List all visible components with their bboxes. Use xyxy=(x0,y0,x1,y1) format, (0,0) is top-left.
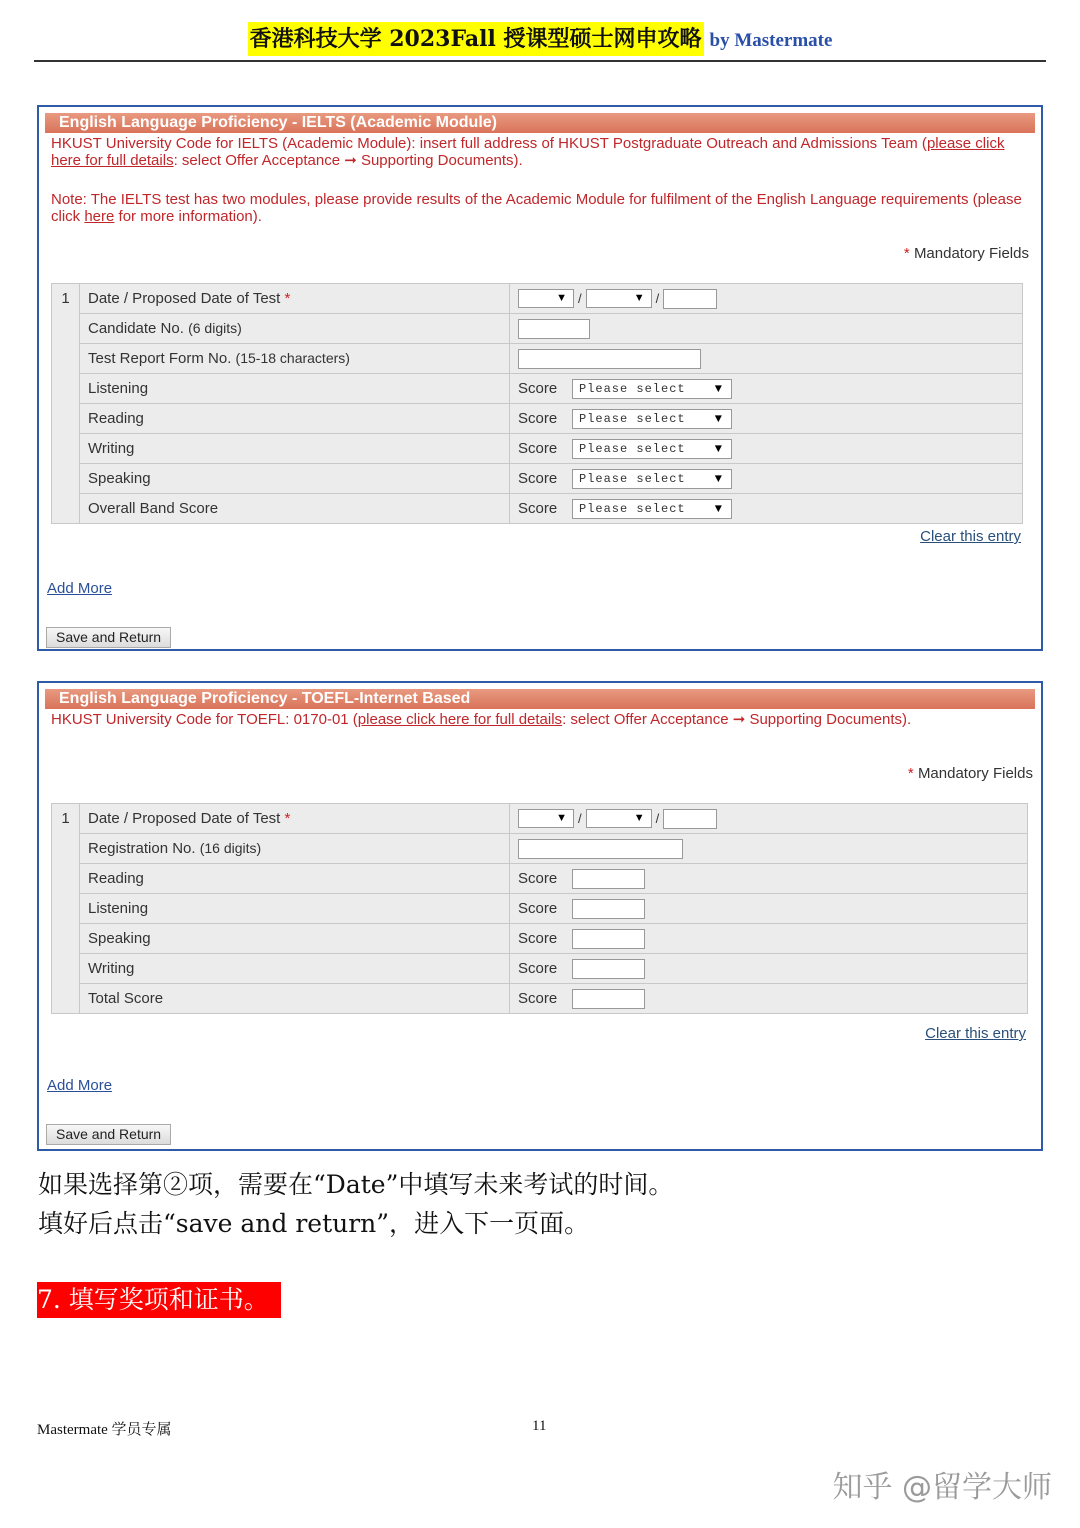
chevron-down-icon: ▼ xyxy=(714,411,723,426)
score-label: Score xyxy=(518,500,558,517)
date-label xyxy=(80,804,510,834)
date-separator: / xyxy=(655,811,660,826)
score-cell xyxy=(510,984,1028,1014)
table-row xyxy=(52,924,1028,954)
score-cell xyxy=(510,434,1023,464)
ielts-code-info xyxy=(39,133,1041,225)
ielts-panel xyxy=(37,105,1043,651)
total-score-input[interactable] xyxy=(572,989,645,1009)
ielts-note-link[interactable]: here xyxy=(84,208,115,225)
row-number: 1 xyxy=(52,284,80,524)
score-row-label: Writing xyxy=(80,434,510,464)
listening-score-input[interactable] xyxy=(572,899,645,919)
toefl-form-table xyxy=(51,803,1028,1014)
writing-score-select[interactable] xyxy=(572,439,732,459)
page-number: 11 xyxy=(532,1418,547,1434)
reading-score-input[interactable] xyxy=(572,869,645,889)
date-separator: / xyxy=(578,291,582,306)
writing-score-input[interactable] xyxy=(572,959,645,979)
registration-label-text: Registration No. xyxy=(88,840,196,857)
candidate-input[interactable] xyxy=(518,319,590,339)
year-input[interactable] xyxy=(663,809,717,829)
trf-label-text: Test Report Form No. xyxy=(88,350,232,367)
toefl-clear-entry-link[interactable]: Clear this entry xyxy=(925,1025,1026,1042)
score-label: Score xyxy=(518,990,558,1007)
chevron-down-icon: ▼ xyxy=(714,441,723,456)
toefl-panel-title: English Language Proficiency - TOEFL-Internet Based xyxy=(45,689,1035,709)
table-row xyxy=(52,984,1028,1014)
ielts-panel-title: English Language Proficiency - IELTS (Academic Module) xyxy=(45,113,1035,133)
chevron-down-icon: ▼ xyxy=(633,812,645,824)
score-label: Score xyxy=(518,440,558,457)
score-cell xyxy=(510,894,1028,924)
chevron-down-icon: ▼ xyxy=(714,381,723,396)
listening-score-select[interactable] xyxy=(572,379,732,399)
document-byline: by Mastermate xyxy=(709,30,833,51)
table-row xyxy=(52,314,1023,344)
document-title: 香港科技大学 2023Fall 授课型硕士网申攻略 xyxy=(248,22,704,56)
registration-hint: (16 digits) xyxy=(199,840,262,856)
registration-input[interactable] xyxy=(518,839,683,859)
select-placeholder: Please select xyxy=(579,471,686,486)
registration-cell xyxy=(510,834,1028,864)
table-row xyxy=(52,284,1023,314)
ielts-mandatory-note xyxy=(904,245,1029,262)
month-select[interactable] xyxy=(586,289,652,308)
day-select[interactable] xyxy=(518,289,574,308)
chevron-down-icon: ▼ xyxy=(556,812,567,824)
score-cell xyxy=(510,404,1023,434)
score-label: Score xyxy=(518,900,558,917)
section-heading: 7. 填写奖项和证书。 xyxy=(37,1282,281,1318)
score-label: Score xyxy=(518,380,558,397)
table-row xyxy=(52,404,1023,434)
month-select[interactable] xyxy=(586,809,652,828)
mandatory-label: Mandatory Fields xyxy=(917,765,1033,782)
table-row xyxy=(52,894,1028,924)
score-cell xyxy=(510,864,1028,894)
document-header xyxy=(34,22,1046,62)
toefl-mandatory-note xyxy=(908,765,1033,782)
score-row-label: Reading xyxy=(80,864,510,894)
trf-label xyxy=(80,344,510,374)
toefl-save-return-button[interactable]: Save and Return xyxy=(46,1124,171,1145)
footer-label: Mastermate 学员专属 xyxy=(37,1422,172,1438)
toefl-panel xyxy=(37,681,1043,1151)
trf-cell xyxy=(510,344,1023,374)
score-row-label: Writing xyxy=(80,954,510,984)
score-cell xyxy=(510,374,1023,404)
mandatory-label: Mandatory Fields xyxy=(913,245,1029,262)
candidate-hint: (6 digits) xyxy=(188,320,242,336)
toefl-code-prefix: HKUST University Code for TOEFL: 0170-01 ( xyxy=(51,711,358,728)
ielts-clear-entry-link[interactable]: Clear this entry xyxy=(920,528,1021,545)
score-cell xyxy=(510,924,1028,954)
score-label: Score xyxy=(518,470,558,487)
select-placeholder: Please select xyxy=(579,441,686,456)
speaking-score-input[interactable] xyxy=(572,929,645,949)
date-required-star: * xyxy=(284,290,291,307)
candidate-label xyxy=(80,314,510,344)
row-number: 1 xyxy=(52,804,80,1014)
table-row xyxy=(52,954,1028,984)
date-separator: / xyxy=(578,811,582,826)
table-row xyxy=(52,434,1023,464)
ielts-add-more-link[interactable]: Add More xyxy=(47,580,113,597)
score-row-label: Reading xyxy=(80,404,510,434)
date-inputs xyxy=(510,804,1028,834)
ielts-code-suffix: : select Offer Acceptance ➞ Supporting Documents). xyxy=(173,152,523,169)
chevron-down-icon: ▼ xyxy=(556,292,567,304)
reading-score-select[interactable] xyxy=(572,409,732,429)
ielts-details-link[interactable]: please click here for full details xyxy=(51,135,1005,169)
ielts-note-suffix: for more information). xyxy=(114,208,262,225)
score-row-label: Total Score xyxy=(80,984,510,1014)
table-row xyxy=(52,834,1028,864)
table-row xyxy=(52,464,1023,494)
chevron-down-icon: ▼ xyxy=(714,471,723,486)
candidate-label-text: Candidate No. xyxy=(88,320,184,337)
table-row xyxy=(52,864,1028,894)
candidate-cell xyxy=(510,314,1023,344)
day-select[interactable] xyxy=(518,809,574,828)
mandatory-star: * xyxy=(903,245,910,262)
score-row-label: Speaking xyxy=(80,924,510,954)
date-label-text: Date / Proposed Date of Test xyxy=(88,290,281,307)
toefl-add-more-link[interactable]: Add More xyxy=(47,1077,113,1094)
toefl-details-link[interactable]: please click here for full details xyxy=(357,711,563,728)
score-row-label: Overall Band Score xyxy=(80,494,510,524)
table-row xyxy=(52,494,1023,524)
score-row-label: Listening xyxy=(80,374,510,404)
toefl-code-suffix: : select Offer Acceptance ➞ Supporting Documents). xyxy=(562,711,912,728)
overall-score-select[interactable] xyxy=(572,499,732,519)
ielts-note-prefix: Note: The IELTS test has two modules, please provide results of the Academic Module for fulfilment of the English Language requirements (please click xyxy=(51,191,1022,225)
table-row xyxy=(52,374,1023,404)
select-placeholder: Please select xyxy=(579,381,686,396)
date-label-text: Date / Proposed Date of Test xyxy=(88,810,281,827)
table-row xyxy=(52,804,1028,834)
speaking-score-select[interactable] xyxy=(572,469,732,489)
score-label: Score xyxy=(518,960,558,977)
chevron-down-icon: ▼ xyxy=(714,501,723,516)
trf-input[interactable] xyxy=(518,349,701,369)
table-row xyxy=(52,344,1023,374)
score-row-label: Listening xyxy=(80,894,510,924)
ielts-note xyxy=(51,191,1029,225)
toefl-code-info xyxy=(39,709,1041,728)
instruction-line-2: 填好后点击“save and return”，进入下一页面。 xyxy=(38,1209,590,1238)
score-label: Score xyxy=(518,870,558,887)
year-input[interactable] xyxy=(663,289,717,309)
instruction-line-1: 如果选择第②项，需要在“Date”中填写未来考试的时间。 xyxy=(38,1170,674,1199)
date-inputs xyxy=(510,284,1023,314)
score-label: Score xyxy=(518,930,558,947)
score-cell xyxy=(510,494,1023,524)
select-placeholder: Please select xyxy=(579,411,686,426)
watermark: 知乎 @留学大师 xyxy=(832,1470,1052,1505)
ielts-code-prefix: HKUST University Code for IELTS (Academic Module): insert full address of HKUST Postgraduate Outreach and Admissions Team ( xyxy=(51,135,927,152)
date-label xyxy=(80,284,510,314)
registration-label xyxy=(80,834,510,864)
score-row-label: Speaking xyxy=(80,464,510,494)
score-label: Score xyxy=(518,410,558,427)
select-placeholder: Please select xyxy=(579,501,686,516)
ielts-save-return-button[interactable]: Save and Return xyxy=(46,627,171,648)
score-cell xyxy=(510,954,1028,984)
chevron-down-icon: ▼ xyxy=(633,292,645,304)
ielts-form-table xyxy=(51,283,1023,524)
score-cell xyxy=(510,464,1023,494)
date-separator: / xyxy=(655,291,660,306)
mandatory-star: * xyxy=(907,765,914,782)
trf-hint: (15-18 characters) xyxy=(235,350,350,366)
date-required-star: * xyxy=(284,810,291,827)
